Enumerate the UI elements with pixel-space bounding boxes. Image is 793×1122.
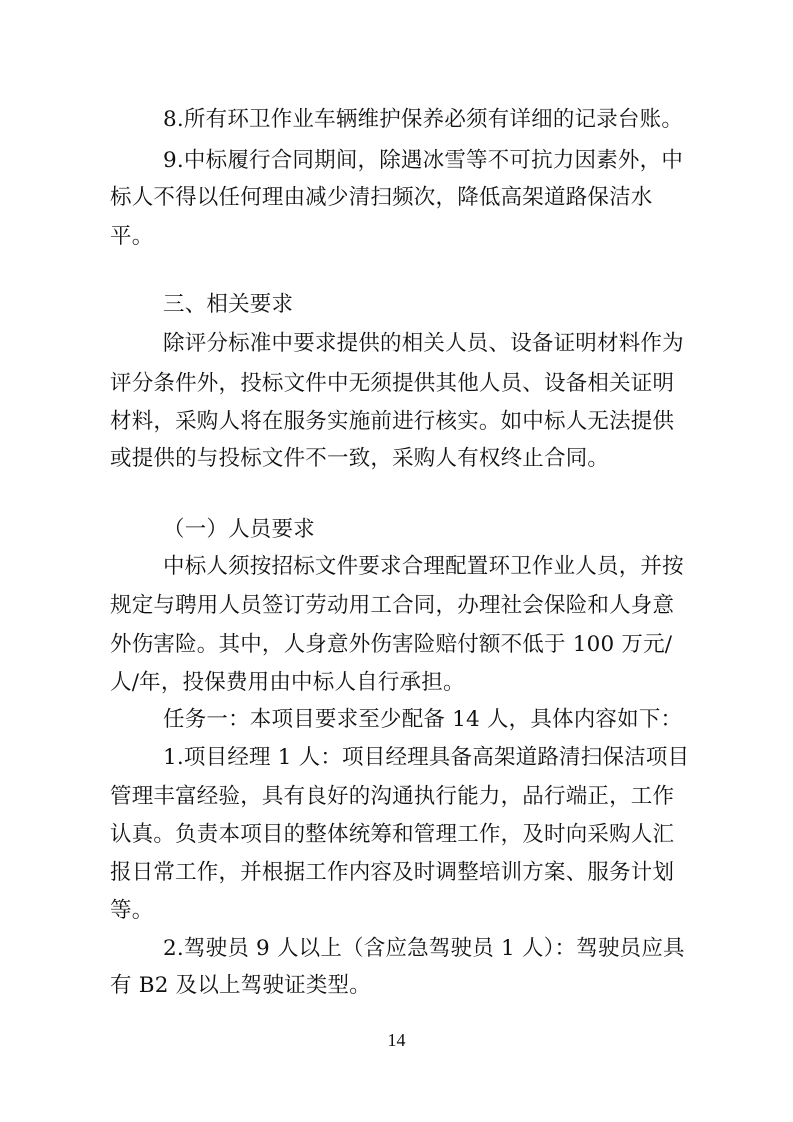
personnel-paragraph-line-3: 外伤害险。其中，人身意外伤害险赔付额不低于 100 万元/	[110, 632, 673, 657]
item-2-line-1: 2.驾驶员 9 人以上（含应急驾驶员 1 人）：驾驶员应具	[163, 936, 685, 961]
section-3-paragraph-line-1: 除评分标准中要求提供的相关人员、设备证明材料作为	[163, 331, 684, 356]
personnel-paragraph-line-4: 人/年，投保费用由中标人自行承担。	[110, 670, 465, 695]
section-3-paragraph-line-4: 或提供的与投标文件不一致，采购人有权终止合同。	[110, 446, 610, 471]
item-9-line-2: 标人不得以任何理由减少清扫频次，降低高架道路保洁水	[110, 185, 653, 210]
item-9-line-3: 平。	[110, 224, 154, 249]
item-1-line-4: 报日常工作，并根据工作内容及时调整培训方案、服务计划	[110, 860, 675, 885]
section-3-title: 三、相关要求	[163, 292, 294, 317]
item-1-line-1: 1.项目经理 1 人：项目经理具备高架道路清扫保洁项目	[163, 745, 690, 770]
item-2-line-2: 有 B2 及以上驾驶证类型。	[110, 973, 371, 998]
item-1-line-3: 认真。负责本项目的整体统筹和管理工作，及时向采购人汇	[110, 822, 675, 847]
item-8-line-1: 8.所有环卫作业车辆维护保养必须有详细的记录台账。	[163, 107, 684, 132]
section-3-paragraph-line-3: 材料，采购人将在服务实施前进行核实。如中标人无法提供	[110, 409, 675, 434]
task-one-line: 任务一：本项目要求至少配备 14 人，具体内容如下：	[163, 707, 683, 732]
personnel-paragraph-line-1: 中标人须按招标文件要求合理配置环卫作业人员，并按	[163, 554, 684, 579]
page-number: 14	[387, 1030, 406, 1050]
item-9-line-1: 9.中标履行合同期间，除遇冰雪等不可抗力因素外，中	[163, 148, 684, 173]
item-1-line-5: 等。	[110, 898, 154, 923]
item-1-line-2: 管理丰富经验，具有良好的沟通执行能力，品行端正，工作	[110, 784, 675, 809]
section-3-paragraph-line-2: 评分条件外，投标文件中无须提供其他人员、设备相关证明	[110, 371, 675, 396]
subsection-1-title: （一）人员要求	[163, 517, 315, 542]
personnel-paragraph-line-2: 规定与聘用人员签订劳动用工合同，办理社会保险和人身意	[110, 593, 675, 618]
